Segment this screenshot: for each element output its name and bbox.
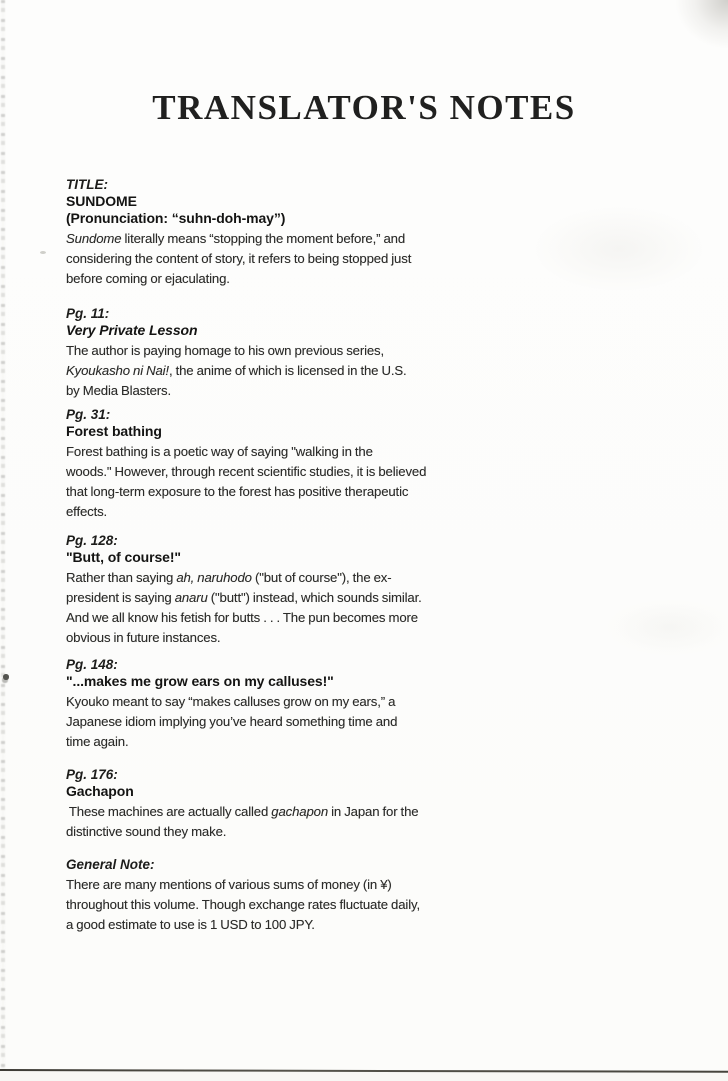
section-heading: (Pronunciation: “suhn-doh-may”) [66, 210, 286, 226]
section-label: TITLE: [66, 177, 108, 192]
scan-edge-artifact [1, 0, 5, 1072]
scan-speck-artifact [3, 674, 9, 680]
body-line: president is saying anaru ("butt") instead, which sounds similar. [66, 590, 422, 605]
section-label: Pg. 176: [66, 767, 118, 782]
section-headings [66, 783, 411, 800]
body-line: throughout this volume. Though exchange rates fluctuate daily, [66, 897, 420, 912]
body-line: time again. [66, 734, 129, 749]
section-heading: "...makes me grow ears on my calluses!" [66, 673, 334, 689]
body-line: Rather than saying ah, naruhodo ("but of course"), the ex- [66, 570, 392, 585]
body-line: Sundome literally means “stopping the moment before,” and [66, 231, 406, 246]
body-line: There are many mentions of various sums of money (in ¥) [66, 877, 392, 892]
note-section [66, 532, 422, 648]
section-headings [66, 673, 411, 690]
body-line: The author is paying homage to his own previous series, [66, 343, 385, 358]
body-line: Japanese idiom implying you’ve heard something time and [66, 714, 398, 729]
section-heading: Gachapon [66, 783, 134, 799]
section-body [66, 802, 419, 842]
section-body [66, 442, 427, 522]
section-label: Pg. 11: [66, 306, 110, 321]
section-headings [66, 193, 411, 227]
section-headings [66, 322, 411, 339]
section-label: Pg. 148: [66, 657, 118, 672]
section-heading: Forest bathing [66, 423, 162, 439]
note-section [66, 856, 420, 935]
section-heading: SUNDOME [66, 193, 137, 209]
body-line: obvious in future instances. [66, 630, 221, 645]
body-line: And we all know his fetish for butts . . . The pun becomes more [66, 610, 418, 625]
section-body [66, 692, 411, 752]
note-section [66, 176, 411, 289]
section-body [66, 341, 411, 401]
body-line: Kyoukasho ni Nai!, the anime of which is licensed in the U.S. [66, 363, 407, 378]
section-headings [66, 549, 411, 566]
section-body [66, 568, 422, 648]
body-line: a good estimate to use is 1 USD to 100 JPY. [66, 917, 315, 932]
note-section [66, 406, 427, 522]
body-line: Forest bathing is a poetic way of saying "walking in the [66, 444, 373, 459]
section-body [66, 875, 420, 935]
note-section [66, 766, 419, 842]
section-label: Pg. 128: [66, 533, 118, 548]
section-heading: Very Private Lesson [66, 322, 198, 338]
body-line: that long-term exposure to the forest has positive therapeutic [66, 484, 409, 499]
section-label: General Note: [66, 857, 155, 872]
body-line: by Media Blasters. [66, 383, 171, 398]
section-label: Pg. 31: [66, 407, 111, 422]
section-headings [66, 423, 411, 440]
scan-speck-artifact [40, 251, 46, 254]
note-section [66, 305, 411, 401]
section-heading: "Butt, of course!" [66, 549, 181, 565]
body-line: distinctive sound they make. [66, 824, 227, 839]
section-body [66, 229, 411, 289]
body-line: woods." However, through recent scientific studies, it is believed [66, 464, 427, 479]
note-section [66, 656, 411, 752]
body-line: Kyouko meant to say “makes calluses grow on my ears,” a [66, 694, 396, 709]
body-line: considering the content of story, it refers to being stopped just [66, 251, 412, 266]
body-line: effects. [66, 504, 108, 519]
body-line: These machines are actually called gachapon in Japan for the [66, 804, 419, 819]
page-title: TRANSLATOR'S NOTES [152, 88, 576, 127]
body-line: before coming or ejaculating. [66, 271, 230, 286]
scan-corner-smudge-artifact [676, 0, 728, 48]
